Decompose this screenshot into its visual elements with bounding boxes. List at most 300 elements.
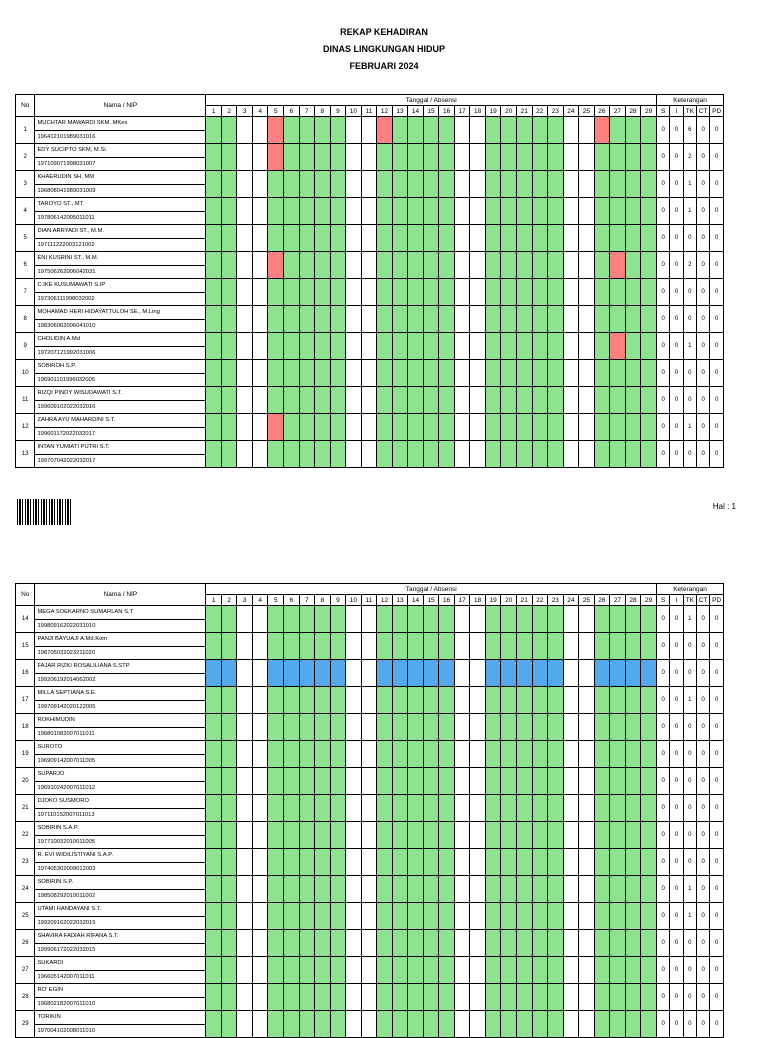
day-cell [641,768,657,795]
day-cell [284,171,300,198]
employee-name: UTAMI HANDAYANI S.T. [35,903,206,917]
day-cell [439,876,455,903]
day-cell [252,306,268,333]
table-row [16,660,724,674]
table-row [16,741,724,755]
day-cell [610,198,626,225]
day-cell [268,795,284,822]
day-cell [594,606,610,633]
day-cell [548,876,564,903]
day-cell [377,876,393,903]
day-cell [548,252,564,279]
employee-name: SOBIRIN S.A.P. [35,822,206,836]
ket-cell: 0 [670,957,683,984]
day-cell [594,903,610,930]
day-cell [423,714,439,741]
day-cell [408,1011,424,1038]
day-cell [377,660,393,687]
ket-cell: 0 [696,741,709,768]
row-no: 19 [16,741,35,768]
day-cell [392,903,408,930]
day-cell [579,633,595,660]
table-row [16,633,724,647]
employee-name: ENI KUSRINI ST., M.M. [35,252,206,266]
day-cell [237,252,253,279]
day-cell [237,714,253,741]
day-cell [485,279,501,306]
day-cell [330,279,346,306]
day-cell [625,414,641,441]
day-cell [315,117,331,144]
day-cell [206,360,222,387]
employee-nip: 199206192014062002 [35,673,206,687]
day-cell [206,660,222,687]
day-cell [346,306,362,333]
ket-header: I [670,106,683,117]
ket-cell: 1 [683,198,696,225]
day-cell [532,903,548,930]
ket-cell: 0 [657,876,670,903]
table-row [16,414,724,428]
day-cell [563,414,579,441]
day-cell [361,633,377,660]
day-cell [610,984,626,1011]
ket-header: PD [710,595,724,606]
day-cell [439,144,455,171]
header-tanggal: Tanggal / Absensi [206,95,657,106]
day-cell [408,387,424,414]
day-cell [563,606,579,633]
day-cell [377,414,393,441]
day-cell [377,795,393,822]
day-cell [392,225,408,252]
day-cell [641,414,657,441]
day-cell [485,333,501,360]
day-cell [284,279,300,306]
day-cell [594,660,610,687]
ket-cell: 0 [657,957,670,984]
day-cell [548,441,564,468]
day-cell [516,633,532,660]
day-cell [346,441,362,468]
day-cell [206,306,222,333]
day-cell [346,144,362,171]
day-cell [625,687,641,714]
day-cell [299,1011,315,1038]
day-cell [361,687,377,714]
day-cell [579,144,595,171]
employee-name: TAROYO ST., MT [35,198,206,212]
day-cell [439,333,455,360]
employee-nip: 197306111998032002 [35,292,206,306]
day-cell [206,171,222,198]
day-cell [315,414,331,441]
day-header: 22 [532,106,548,117]
ket-cell: 0 [683,633,696,660]
day-cell [408,144,424,171]
day-header: 19 [485,106,501,117]
day-cell [454,171,470,198]
day-cell [454,768,470,795]
employee-name: R. EVI WIDILISTIYANI S.A.P. [35,849,206,863]
day-cell [377,441,393,468]
employee-nip: 196605142007011011 [35,970,206,984]
day-cell [454,633,470,660]
ket-cell: 0 [710,117,724,144]
employee-name: SOBIROH S.P. [35,360,206,374]
day-cell [641,822,657,849]
day-cell [641,903,657,930]
ket-cell: 0 [710,957,724,984]
day-cell [610,414,626,441]
day-header: 23 [548,106,564,117]
day-cell [641,252,657,279]
day-header: 27 [610,595,626,606]
day-cell [454,687,470,714]
day-cell [299,414,315,441]
day-header: 25 [579,595,595,606]
table-row [16,930,724,944]
day-cell [454,606,470,633]
day-cell [221,795,237,822]
day-cell [485,252,501,279]
day-cell [610,387,626,414]
employee-name: MILLA SEPTIANA S.E. [35,687,206,701]
day-header: 5 [268,106,284,117]
ket-cell: 1 [683,606,696,633]
ket-cell: 0 [670,768,683,795]
row-no: 3 [16,171,35,198]
day-cell [641,198,657,225]
row-no: 24 [16,876,35,903]
day-cell [299,930,315,957]
day-cell [299,876,315,903]
day-cell [579,984,595,1011]
day-cell [315,633,331,660]
day-cell [501,414,517,441]
employee-nip: 198705032023211020 [35,646,206,660]
ket-cell: 0 [657,171,670,198]
day-cell [470,660,486,687]
day-cell [361,414,377,441]
day-cell [377,387,393,414]
day-cell [252,144,268,171]
day-cell [299,387,315,414]
day-cell [299,279,315,306]
ket-cell: 0 [670,441,683,468]
day-cell [423,795,439,822]
ket-cell: 0 [710,768,724,795]
day-cell [563,660,579,687]
day-cell [439,687,455,714]
day-cell [252,795,268,822]
day-cell [454,252,470,279]
day-cell [221,687,237,714]
day-cell [610,768,626,795]
day-cell [454,117,470,144]
day-cell [439,741,455,768]
ket-cell: 0 [710,795,724,822]
day-cell [470,903,486,930]
day-cell [501,633,517,660]
day-cell [470,768,486,795]
employee-nip: 197004102008011010 [35,1024,206,1038]
day-cell [439,795,455,822]
day-cell [625,360,641,387]
day-header: 16 [439,106,455,117]
day-cell [237,360,253,387]
day-cell [237,225,253,252]
ket-cell: 0 [710,903,724,930]
day-cell [516,768,532,795]
day-cell [454,957,470,984]
ket-cell: 0 [696,930,709,957]
day-cell [641,387,657,414]
employee-name: KHAERUDIN SH, MM [35,171,206,185]
employee-nip: 198508292010011002 [35,889,206,903]
day-cell [346,741,362,768]
day-cell [330,876,346,903]
day-cell [641,441,657,468]
day-cell [392,957,408,984]
day-cell [532,606,548,633]
day-cell [594,633,610,660]
day-cell [579,876,595,903]
day-cell [315,849,331,876]
day-cell [454,984,470,1011]
day-cell [237,441,253,468]
day-cell [641,660,657,687]
day-cell [454,414,470,441]
day-cell [361,1011,377,1038]
ket-header: S [657,595,670,606]
day-cell [563,279,579,306]
day-cell [532,633,548,660]
day-cell [392,606,408,633]
day-cell [221,414,237,441]
day-cell [284,252,300,279]
day-cell [299,198,315,225]
day-cell [237,957,253,984]
day-cell [610,441,626,468]
day-cell [516,387,532,414]
day-cell [439,225,455,252]
ket-cell: 0 [710,1011,724,1038]
ket-cell: 0 [670,876,683,903]
day-cell [252,633,268,660]
day-cell [330,252,346,279]
day-cell [315,714,331,741]
day-cell [594,279,610,306]
ket-cell: 0 [683,1011,696,1038]
ket-cell: 1 [683,687,696,714]
day-header: 3 [237,595,253,606]
day-cell [392,714,408,741]
day-header: 4 [252,106,268,117]
day-cell [252,660,268,687]
day-cell [625,171,641,198]
employee-nip: 197111222003121002 [35,238,206,252]
day-cell [625,849,641,876]
day-cell [516,441,532,468]
day-cell [579,903,595,930]
employee-name: MUCHTAR MAWARDI SKM. MKes [35,117,206,131]
day-cell [361,144,377,171]
day-cell [252,171,268,198]
day-cell [315,225,331,252]
day-cell [423,633,439,660]
day-cell [268,333,284,360]
day-cell [268,1011,284,1038]
header-nama: Nama / NIP [35,584,206,606]
day-cell [221,984,237,1011]
day-cell [470,387,486,414]
day-cell [532,414,548,441]
day-cell [299,903,315,930]
day-cell [625,714,641,741]
day-cell [579,306,595,333]
employee-nip: 199707042022032017 [35,454,206,468]
day-cell [392,741,408,768]
day-cell [377,606,393,633]
day-cell [377,903,393,930]
table-row [16,225,724,239]
day-cell [408,414,424,441]
day-cell [579,714,595,741]
day-cell [641,714,657,741]
day-cell [625,225,641,252]
day-cell [237,822,253,849]
table-row [16,849,724,863]
ket-cell: 0 [696,984,709,1011]
day-cell [377,714,393,741]
day-cell [206,1011,222,1038]
day-cell [361,741,377,768]
day-cell [548,633,564,660]
day-cell [237,414,253,441]
day-cell [268,606,284,633]
day-cell [454,144,470,171]
day-cell [299,306,315,333]
day-cell [516,741,532,768]
day-cell [470,984,486,1011]
day-cell [330,414,346,441]
day-cell [516,171,532,198]
day-cell [361,768,377,795]
day-cell [330,957,346,984]
day-cell [532,441,548,468]
day-cell [408,984,424,1011]
day-cell [470,333,486,360]
day-cell [516,930,532,957]
day-cell [454,360,470,387]
table-row [16,252,724,266]
day-cell [423,306,439,333]
ket-cell: 0 [657,795,670,822]
day-cell [221,957,237,984]
ket-cell: 0 [710,252,724,279]
row-no: 12 [16,414,35,441]
day-cell [485,903,501,930]
employee-nip: 198306062006041010 [35,319,206,333]
day-cell [516,1011,532,1038]
day-cell [408,306,424,333]
day-cell [485,741,501,768]
day-cell [532,360,548,387]
day-cell [268,876,284,903]
ket-cell: 0 [670,903,683,930]
day-cell [548,903,564,930]
table-row [16,768,724,782]
ket-cell: 0 [683,441,696,468]
day-cell [579,414,595,441]
day-cell [392,441,408,468]
day-cell [563,768,579,795]
day-cell [408,795,424,822]
day-cell [594,741,610,768]
day-cell [315,387,331,414]
day-cell [284,687,300,714]
day-cell [237,198,253,225]
day-header: 3 [237,106,253,117]
row-no: 29 [16,1011,35,1038]
day-cell [470,225,486,252]
day-cell [408,768,424,795]
day-cell [470,441,486,468]
day-header: 22 [532,595,548,606]
day-cell [548,795,564,822]
ket-cell: 0 [657,849,670,876]
day-cell [377,333,393,360]
day-cell [625,768,641,795]
day-header: 11 [361,106,377,117]
day-cell [330,606,346,633]
day-cell [485,198,501,225]
day-cell [299,225,315,252]
ket-header: PD [710,106,724,117]
day-cell [594,1011,610,1038]
day-cell [579,225,595,252]
day-cell [361,252,377,279]
employee-name: RIZQI PINDY WISUDAWATI S.T. [35,387,206,401]
day-cell [268,822,284,849]
ket-cell: 0 [683,306,696,333]
day-cell [284,306,300,333]
ket-header: I [670,595,683,606]
day-cell [516,660,532,687]
ket-cell: 0 [657,633,670,660]
day-cell [346,387,362,414]
day-cell [532,279,548,306]
day-cell [501,849,517,876]
day-cell [206,606,222,633]
day-cell [470,714,486,741]
day-cell [548,984,564,1011]
day-cell [284,741,300,768]
day-cell [346,957,362,984]
ket-cell: 0 [657,768,670,795]
day-cell [625,1011,641,1038]
day-cell [548,1011,564,1038]
day-cell [221,252,237,279]
day-cell [516,333,532,360]
day-cell [330,849,346,876]
day-cell [641,795,657,822]
employee-name: CHOLIDIN A.Md [35,333,206,347]
day-cell [408,171,424,198]
title-line-2: DINAS LINGKUNGAN HIDUP [322,44,445,54]
day-cell [610,795,626,822]
